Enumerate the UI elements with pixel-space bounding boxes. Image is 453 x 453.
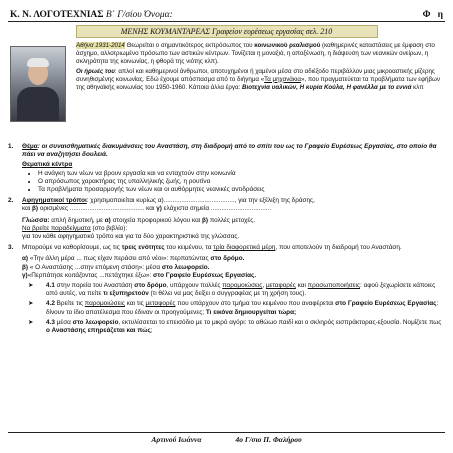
task-text: : δίνουν το ίδιο αποτέλεσμα που έδιναν οι προηγούμενες; <box>46 300 439 316</box>
task-text: μέσα <box>54 318 73 326</box>
thematic-centers-list <box>22 170 445 195</box>
task-keyword: στο λεωφορείο <box>72 318 119 326</box>
route-text: «Περπάτησε κοιτάζοντας ...πετάχτηκε έξω»: <box>27 271 154 279</box>
theme-label: Θέμα <box>22 143 38 150</box>
fill-in-blank[interactable]: .................................. <box>210 205 272 213</box>
list-item: • Η ανάγκη των νέων να βρουν εργασία και να ενταχτούν στην κοινωνία <box>38 170 445 178</box>
item-label: β) <box>32 205 39 213</box>
header-eta: η <box>437 10 443 20</box>
route-place: στο λεωφορείο. <box>161 263 210 271</box>
footer-school: 4ο Γ/σιο Π. Φαλήρου <box>235 435 302 444</box>
subject-name: Κ. Ν. ΛΟΓΟΤΕΧΝΙΑΣ <box>10 10 104 20</box>
header-right <box>423 10 443 20</box>
task-keyword: προσωποποιήσεις <box>307 282 361 290</box>
question-1 <box>8 143 445 194</box>
language-line <box>22 217 445 225</box>
task-keyword: στο δρόμο <box>134 282 167 290</box>
task-keyword: ο Αναστάσης επηρεάζεται και πώς <box>46 327 151 335</box>
item-label: α) <box>104 216 111 224</box>
author-photo <box>10 46 66 122</box>
theme-office: Γραφείο Ευρέσεως Εργασίας <box>304 143 394 150</box>
bio-paragraph-2 <box>76 68 445 92</box>
author-intro <box>8 42 445 140</box>
theme-text: : οι συναισθηματικές διακυμάνσεις του Αναστάση, στη διαδρομή από το σπίτι του ως το <box>37 143 305 150</box>
examples-line <box>22 225 445 233</box>
bio-text: κλπ <box>411 83 424 91</box>
sections-text: , που αποτελούν τη διαδρομή του Αναστάση. <box>275 244 402 252</box>
language-label: Γλώσσα: <box>22 216 50 224</box>
bio-movement: κοινωνικού ρεαλισμού <box>254 42 321 49</box>
author-bio <box>76 42 445 140</box>
task-text: , υπάρχουν πολλές <box>166 282 223 290</box>
task-keyword: μεταφορές <box>145 300 176 308</box>
sections-text: Μπορούμε να καθορίσουμε, ως τις <box>22 244 122 252</box>
list-item: • Τα προβλήματα προσαρμογής των νέων και οι αυθόρμητες νεανικές αντιδράσεις <box>38 186 445 194</box>
item-label: β) <box>202 216 209 224</box>
item-label: β) <box>22 263 29 271</box>
page-header <box>8 6 445 22</box>
task-keyword: παρομοιώσεις <box>84 300 125 308</box>
task-keyword: Τι εικόνα δημιουργείται τώρα; <box>205 308 297 316</box>
bio-paragraph-1 <box>76 42 445 66</box>
sections-text: του κειμένου, τα <box>164 244 214 252</box>
list-item: • Ο απρόσωπος χαρακτήρας της υπαλληλικής ζωής, η ρουτίνα <box>38 178 445 186</box>
task-text: : αφού ξεχωρίσετε κάποιες από αυτές, να πείτε <box>46 282 436 298</box>
bullet-icon: ➤ <box>28 282 34 290</box>
narrative-text: και <box>144 205 157 213</box>
task-number: 4.1 <box>46 282 55 290</box>
language-text: απλή δημοτική, με <box>49 216 105 224</box>
narrative-text: : χρησιμοποιείται κυρίως α) <box>86 197 164 205</box>
bio-heroes-label: Οι ήρωές του <box>76 67 115 75</box>
sections-units: τρεις ενότητες <box>121 244 165 252</box>
task-4-3 <box>22 319 445 335</box>
task-text: , <box>262 282 266 290</box>
bio-text: », που πραγματεύεται τα προβλήματα των εφήβων της αθηναϊκής κοινωνίας του 1950-1960. Κάποια άλλα έργα: <box>76 75 440 91</box>
task-4-1 <box>22 282 445 298</box>
task-text: (τι θέλει να μας δείξει ο συγγραφέας με τη χρήση τους). <box>148 290 307 298</box>
route-part <box>22 264 445 272</box>
question-number: 3. <box>8 244 14 252</box>
task-text: στην πορεία του Αναστάση <box>54 282 135 290</box>
fill-in-blank[interactable]: ........................................ <box>163 197 235 205</box>
lesson-banner: ΜΕΝΗΣ ΚΟΥΜΑΝΤΑΡΕΑΣ Γραφείον ευρέσεως εργασίας σελ. 210 <box>76 25 378 38</box>
task-text: και τις <box>124 300 146 308</box>
item-label: γ) <box>22 271 28 279</box>
language-text: πολλές μετοχές. <box>208 216 256 224</box>
task-text: Βρείτε τις <box>54 300 85 308</box>
grade-label: Β΄ Γ/σίου <box>105 10 142 20</box>
narrative-text: ορισμένες <box>38 205 70 213</box>
task-4-2 <box>22 300 445 316</box>
examples-label: Να βρείτε παραδείγματα <box>22 224 91 232</box>
page-footer <box>8 432 445 444</box>
bullet-icon: ➤ <box>28 318 34 326</box>
task-text: που υπάρχουν στο τμήμα του κειμένου που αναφέρεται <box>175 300 336 308</box>
language-text: στοιχεία προφορικού λόγου και <box>110 216 203 224</box>
bio-other-works: Βιοτεχνία υαλικών, Η κυρία Κούλα, Η φανέλλα με το εννιά <box>242 83 412 91</box>
narrative-text: ελάχιστα σημεία <box>161 205 211 213</box>
route-part <box>22 272 445 280</box>
thematic-centers-title: Θεματικά κέντρα <box>22 161 73 169</box>
bio-text: : απλοί και καθημερινοί άνθρωποι, αποτυχημένοι ή χαμένοι μέσα στο αδιέξοδο περιβάλλον μιας μικροαστικής μίζερης συνηθισμένης κοινωνίας. Εδώ έχουμε απόσπασμα από το διήγημα « <box>76 67 435 83</box>
theme-text: , στο οποίο θα πάει να αναζητήσει δουλειά. <box>22 143 437 159</box>
examples-task: για τον κάθε αφηγηματικό τρόπο και για τα δύο χαρακτηριστικά της γλώσσας. <box>22 233 240 241</box>
name-label: Όνομα: <box>144 10 173 20</box>
bio-text: Θεωρείται ο σημαντικότερος εκπρόσωπος του <box>124 42 255 49</box>
task-text: και <box>295 282 308 290</box>
question-number: 2. <box>8 197 14 205</box>
item-label: γ) <box>156 205 162 213</box>
task-text: , εκτυλίσσεται το επεισόδιο με το μικρό αγόρι: το αθώωο παιδί και ο σκληρός εισπράκτορας-εξουσία. Νομίζετε πως <box>118 318 442 326</box>
task-text: ; <box>150 327 153 335</box>
fill-in-blank[interactable]: .......................................... <box>69 205 145 213</box>
examples-text: (στο βιβλίο): <box>90 224 128 232</box>
narrative-modes-label: Αφηγηματικοί τρόποι <box>22 197 87 205</box>
task-number: 4.3 <box>46 318 55 326</box>
task-keyword: μεταφορές <box>265 282 296 290</box>
route-text: «Την άλλη μέρα ... πως είχαν περάσει από νέοι»: περπατώντας <box>28 255 211 263</box>
question-number: 1. <box>8 143 14 150</box>
bullet-icon: ➤ <box>28 300 34 308</box>
route-place: στο Γραφείο Ευρέσεως Εργασίας. <box>153 271 257 279</box>
task-keyword: τι εξυπηρετούν <box>103 290 149 298</box>
bio-years: Αθήνα 1931-2014 <box>76 42 125 49</box>
subject-title <box>10 10 173 20</box>
bio-text: (καθημερινές καταστάσεις με έμφαση στο άσχημο, αλλοτριωμένο πρόσωπο των αστικών κέντρων. Τονίζεται η μοναξιά, η αποξένωση, η διάψευση των νεανικών ονείρων, η σκληρότητα της κοινωνίας, η φθορά της νιότης κλπ). <box>76 42 435 65</box>
question-3 <box>8 244 445 335</box>
footer-author: Αρτινού Ιωάννα <box>151 435 202 444</box>
route-part <box>22 255 445 263</box>
narrative-text: , για την εξέλιξη της δράσης, <box>234 197 315 205</box>
photo-body <box>17 87 59 121</box>
sections-parts: τρία διαφορετικά μέρη <box>213 244 276 252</box>
question-2 <box>8 197 445 241</box>
task-number: 4.2 <box>46 300 55 308</box>
narrative-text: και <box>22 205 33 213</box>
header-phi: Φ <box>422 10 431 20</box>
task-keyword: στο Γραφείο Ευρέσεως Εργασίας <box>335 300 437 308</box>
bio-story-title: Τα μηχανάκια <box>264 75 301 83</box>
task-keyword: παρομοιώσεις <box>222 282 263 290</box>
route-text: « Ο Αναστάσης ...στην επόμενη στάση»: μέσα <box>28 263 162 271</box>
route-place: στο δρόμο. <box>210 255 245 263</box>
photo-hair <box>27 58 49 67</box>
item-label: α) <box>22 255 29 263</box>
worksheet-page <box>8 6 445 447</box>
